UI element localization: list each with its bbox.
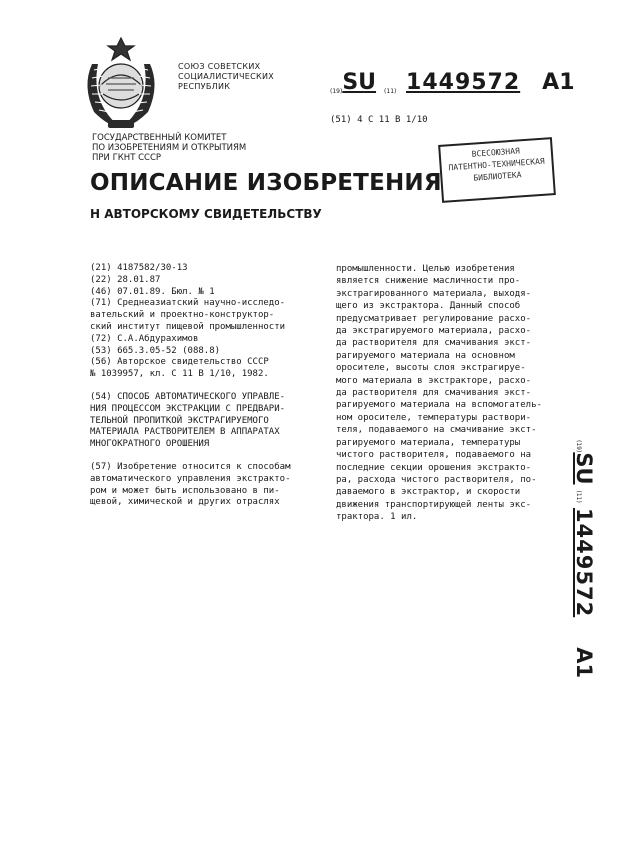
- abstract-right: [336, 263, 566, 524]
- abstract-line: щевой, химической и других отраслях: [90, 497, 280, 508]
- abstract-line: оросителе, высоты слоя экстрагируе-: [336, 363, 526, 374]
- invention-title-line: НИЯ ПРОЦЕССОМ ЭКСТРАКЦИИ С ПРЕДВАРИ-: [90, 403, 286, 414]
- biblio-line: (71) Среднеазиатский научно-исследо-: [90, 298, 286, 309]
- library-stamp: [438, 137, 556, 203]
- abstract-line: да экстрагируемого материала, расхо-: [336, 326, 532, 337]
- abstract-left: [90, 462, 315, 509]
- left-column: [90, 263, 315, 509]
- abstract-line: промышленности. Целью изобретения: [336, 264, 515, 274]
- union-name: [178, 62, 274, 92]
- country-code: SU: [342, 70, 377, 95]
- stamp-line: БИБЛИОТЕКА: [473, 170, 522, 183]
- abstract-line: теля, подаваемого на смачивание экст-: [336, 425, 537, 436]
- invention-title: [90, 392, 315, 451]
- vertical-document-kind: A1: [572, 647, 596, 679]
- abstract-line: рагируемого материала на основном: [336, 350, 515, 361]
- abstract-line: да растворителя для смачивания экст-: [336, 338, 532, 349]
- committee-line: ГОСУДАРСТВЕННЫЙ КОМИТЕТ: [92, 133, 227, 143]
- invention-title-line: МАТЕРИАЛА РАСТВОРИТЕЛЕМ В АППАРАТАХ: [90, 427, 280, 438]
- biblio-line: (53) 665.3.05-52 (088.8): [90, 345, 221, 356]
- document-kind: A1: [542, 70, 575, 95]
- abstract-line: трактора. 1 ил.: [336, 512, 418, 523]
- bibliographic-data: [90, 263, 315, 381]
- abstract-line: автоматического управления экстракто-: [90, 473, 291, 484]
- code-19: (19): [330, 88, 343, 95]
- invention-title-line: (54) СПОСОБ АВТОМАТИЧЕСКОГО УПРАВЛЕ-: [90, 391, 286, 402]
- abstract-line: экстрагированного материала, выходя-: [336, 288, 532, 299]
- biblio-line: (22) 28.01.87: [90, 274, 161, 285]
- abstract-line: рагируемого материала на вспомогатель-: [336, 400, 542, 411]
- abstract-line: рагируемого материала, температуры: [336, 437, 521, 448]
- committee-name: [92, 133, 246, 163]
- invention-title-line: МНОГОКРАТНОГО ОРОШЕНИЯ: [90, 439, 210, 450]
- biblio-line: (56) Авторское свидетельство СССР: [90, 357, 269, 368]
- vertical-patent-number: [566, 440, 596, 700]
- biblio-line: вательский и проектно-конструктор-: [90, 310, 275, 321]
- biblio-line: № 1039957, кл. С 11 В 1/10, 1982.: [90, 369, 269, 380]
- abstract-line: чистого растворителя, подаваемого на: [336, 450, 532, 461]
- vertical-patent-number-text: 1449572: [572, 507, 596, 618]
- committee-line: ПО ИЗОБРЕТЕНИЯМ И ОТКРЫТИЯМ: [92, 143, 247, 153]
- patent-number-header: [330, 70, 575, 100]
- abstract-line: да растворителя для смачивания экст-: [336, 388, 532, 399]
- document-title: ОПИСАНИЕ ИЗОБРЕТЕНИЯ: [90, 170, 442, 196]
- abstract-line: является снижение масличности про-: [336, 276, 521, 287]
- abstract-line: последние секции орошения экстракто-: [336, 462, 532, 473]
- ipc-classification: [330, 115, 428, 125]
- biblio-line: (72) С.А.Абдурахимов: [90, 333, 199, 344]
- abstract-line: щего из экстрактора. Данный способ: [336, 301, 521, 312]
- invention-title-line: ТЕЛЬНОЙ ПРОПИТКОЙ ЭКСТРАГИРУЕМОГО: [90, 415, 269, 426]
- abstract-line: (57) Изобретение относится к способам: [90, 461, 291, 472]
- abstract-line: даваемого в экстрактор, и скорости: [336, 487, 521, 498]
- stamp-line: ВСЕСОЮЗНАЯ: [471, 146, 521, 159]
- union-name-line: СОЦИАЛИСТИЧЕСКИХ: [178, 72, 275, 81]
- abstract-line: мого материала в экстракторе, расхо-: [336, 375, 532, 386]
- ipc-value: С 11 В 1/10: [367, 115, 428, 125]
- vertical-country-code: SU: [572, 452, 596, 485]
- biblio-line: (21) 4187582/30-13: [90, 263, 188, 273]
- abstract-line: движения транспортирующей ленты экс-: [336, 499, 532, 510]
- code-11: (11): [384, 88, 397, 95]
- state-emblem: [78, 34, 164, 134]
- stamp-line: ПАТЕНТНО-ТЕХНИЧЕСКАЯ: [448, 156, 545, 173]
- ipc-code: (51) 4: [330, 115, 363, 125]
- biblio-line: (46) 07.01.89. Бюл. № 1: [90, 286, 215, 297]
- abstract-line: ром и может быть использовано в пи-: [90, 485, 280, 496]
- abstract-line: ном оросителе, температуры раствори-: [336, 412, 532, 423]
- union-name-line: РЕСПУБЛИК: [178, 82, 231, 91]
- vertical-code-19: (19): [575, 440, 582, 453]
- document-subtitle: Н АВТОРСКОМУ СВИДЕТЕЛЬСТВУ: [90, 207, 322, 221]
- union-name-line: СОЮЗ СОВЕТСКИХ: [178, 62, 261, 71]
- biblio-line: ский институт пищевой промышленности: [90, 321, 286, 332]
- abstract-line: ра, расхода чистого растворителя, по-: [336, 474, 537, 485]
- abstract-line: предусматривает регулирование расхо-: [336, 313, 532, 324]
- committee-line: ПРИ ГКНТ СССР: [92, 153, 162, 163]
- patent-number: 1449572: [406, 70, 521, 95]
- vertical-code-11: (11): [575, 490, 582, 503]
